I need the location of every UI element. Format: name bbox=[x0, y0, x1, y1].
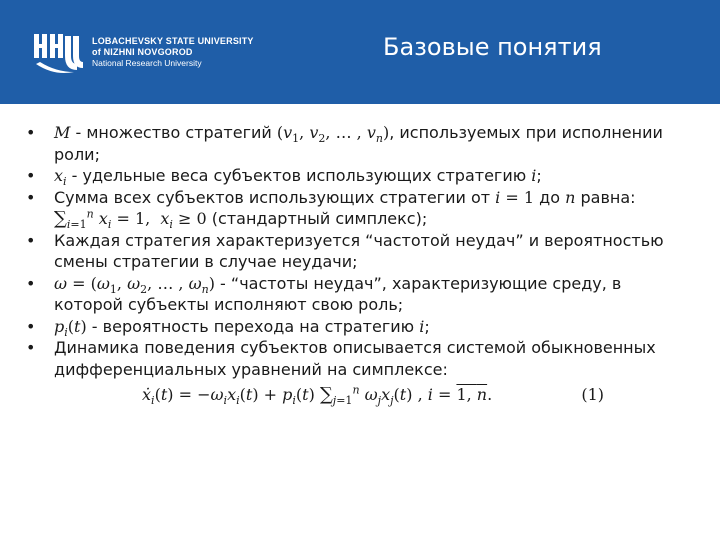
list-item: • $p_i(t)$ - вероятность перехода на стратегию i; bbox=[26, 316, 430, 339]
item-text: - удельные веса субъектов использующих стратегию bbox=[66, 166, 532, 185]
math-M: M bbox=[54, 123, 71, 142]
university-logo bbox=[34, 32, 254, 76]
bullet-marker: • bbox=[26, 230, 36, 250]
logo-line-3: National Research University bbox=[92, 58, 202, 68]
slide-title: Базовые понятия bbox=[383, 33, 602, 61]
math-n: n bbox=[565, 187, 576, 207]
bullet-marker: • bbox=[26, 123, 36, 142]
logo-line-1: LOBACHEVSKY STATE UNIVERSITY bbox=[92, 36, 254, 46]
slide-header bbox=[0, 0, 720, 104]
item-text: Каждая стратегия характеризуется “частотой неудач” и вероятностью смены стратегии в случае неудачи; bbox=[54, 230, 664, 271]
list-item: • Сумма всех субъектов использующих стратегии от i = 1 до n равна: $\sum_{i=1}^n$ $x_i = 1$, $x_i \ge 0$ (стандартный симплекс); bbox=[26, 187, 636, 232]
bullet-marker: • bbox=[26, 273, 36, 293]
logo-line-2: of NIZHNI NOVGOROD bbox=[92, 47, 193, 57]
item-text: Динамика поведения субъектов описывается системой обыкновенных дифференциальных уравнений на симплексе: bbox=[54, 338, 656, 379]
item-text: (стандартный симплекс); bbox=[206, 209, 428, 228]
item-text: - вероятность перехода на стратегию bbox=[86, 316, 420, 336]
bullet-marker: • bbox=[26, 166, 36, 185]
item-text: , используемых при исполнении роли; bbox=[54, 123, 663, 164]
math-i: i bbox=[531, 166, 537, 185]
item-text: - множество стратегий bbox=[70, 123, 277, 142]
math-strategy-set: ($v_1$, $v_2$, … , $v_n$) bbox=[276, 123, 390, 146]
bullet-marker: • bbox=[26, 187, 36, 207]
bullet-list bbox=[24, 122, 684, 406]
equation-number: (1) bbox=[581, 385, 604, 404]
item-text: - “частоты неудач”, характеризующие среду, в которой субъекты исполняют свою роль; bbox=[54, 273, 622, 314]
ode-equation: ẋ$_i$(t) = $-\omega_ix_i(t) + p_i(t)$ $\sum_{j=1}^n$ $\omega_jx_j(t)$ , i = 1, n. (1) bbox=[142, 383, 604, 408]
item-text: равна: bbox=[575, 187, 636, 207]
list-item bbox=[24, 337, 684, 406]
bullet-marker: • bbox=[26, 338, 36, 357]
item-text: до bbox=[534, 187, 566, 207]
list-item bbox=[24, 230, 684, 273]
math-xi: $x_i$ bbox=[54, 166, 67, 189]
logo-text bbox=[92, 36, 254, 69]
item-text: Сумма всех субъектов использующих стратегии от bbox=[54, 187, 496, 207]
list-item: • $x_i$ - удельные веса субъектов использующих стратегию i; bbox=[26, 166, 542, 189]
list-item bbox=[24, 273, 684, 316]
math-omega: $\omega = (\omega_1$, $\omega_2$, … , $\omega_n$) bbox=[54, 273, 215, 296]
math-i: i bbox=[419, 316, 425, 336]
bullet-marker: • bbox=[26, 316, 36, 336]
unn-logo-icon bbox=[34, 32, 84, 76]
math-i-eq-1: i bbox=[495, 187, 501, 207]
math-simplex: $\sum_{i=1}^n$ $x_i = 1$, $x_i \ge 0$ bbox=[54, 207, 207, 232]
math-pi-t: $p_i(t)$ bbox=[54, 316, 87, 339]
list-item bbox=[24, 122, 684, 165]
